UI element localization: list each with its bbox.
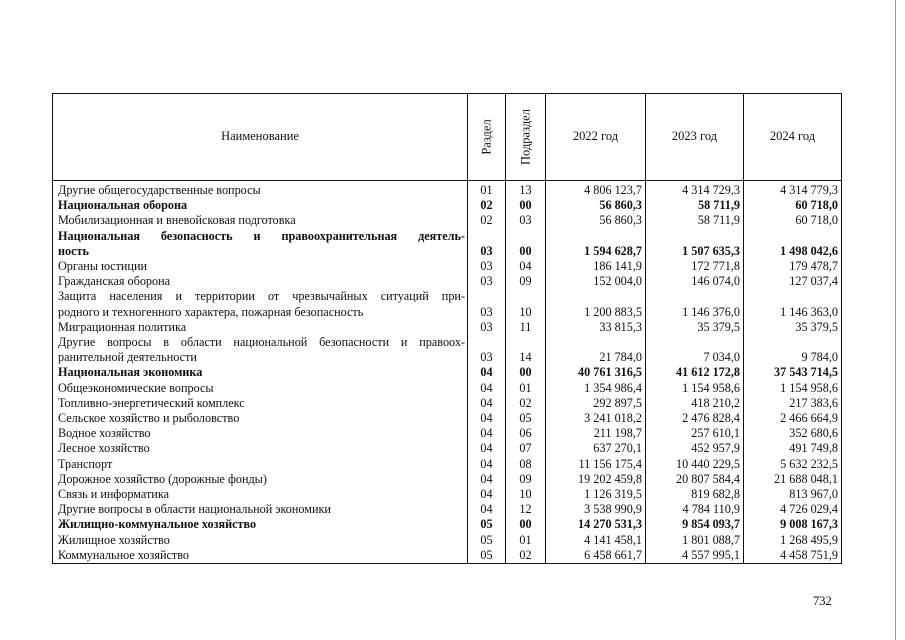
table-row [53, 365, 842, 380]
row-2023: 10 440 229,5 [646, 457, 744, 472]
table-row [53, 502, 842, 517]
row-podrazdel: 12 [506, 502, 546, 517]
row-2024: 37 543 714,5 [744, 365, 842, 380]
row-razdel: 03 [468, 259, 506, 274]
table-row [53, 457, 842, 472]
row-name-cell [53, 396, 468, 411]
row-podrazdel: 10 [506, 487, 546, 502]
row-2024: 1 498 042,6 [744, 229, 842, 259]
row-2022: 637 270,1 [546, 441, 646, 456]
row-name-cell [53, 289, 468, 319]
row-name-line: Гражданская оборона [58, 274, 171, 289]
row-podrazdel: 09 [506, 472, 546, 487]
row-2024: 4 314 779,3 [744, 181, 842, 199]
row-podrazdel: 08 [506, 457, 546, 472]
row-podrazdel: 06 [506, 426, 546, 441]
row-name-cell [53, 487, 468, 502]
header-podrazdel: Подраздел [506, 94, 546, 181]
row-name-cell [53, 472, 468, 487]
table-row [53, 335, 842, 365]
row-2022: 19 202 459,8 [546, 472, 646, 487]
row-2022: 21 784,0 [546, 335, 646, 365]
row-name-cell [53, 198, 468, 213]
row-2024: 60 718,0 [744, 198, 842, 213]
row-name-cell [53, 259, 468, 274]
row-2023: 172 771,8 [646, 259, 744, 274]
row-2024: 5 632 232,5 [744, 457, 842, 472]
row-name-cell [53, 533, 468, 548]
row-razdel: 04 [468, 472, 506, 487]
row-2022: 3 241 018,2 [546, 411, 646, 426]
row-2023: 20 807 584,4 [646, 472, 744, 487]
row-name-line: родного и техногенного характера, пожарная безопасность [58, 304, 364, 319]
row-name-line: Лесное хозяйство [58, 441, 150, 456]
table-row [53, 426, 842, 441]
table-body [53, 181, 842, 564]
row-name-line: Транспорт [58, 456, 113, 471]
row-name-line: Защита населения и территории от чрезвычайных ситуаций при- [58, 289, 465, 304]
row-2022: 152 004,0 [546, 274, 646, 289]
row-2024: 1 146 363,0 [744, 289, 842, 319]
row-2022: 186 141,9 [546, 259, 646, 274]
header-razdel: Раздел [468, 94, 506, 181]
row-podrazdel: 09 [506, 274, 546, 289]
row-2022: 40 761 316,5 [546, 365, 646, 380]
header-name: Наименование [53, 94, 468, 181]
row-name-cell [53, 335, 468, 365]
row-name-line: Мобилизационная и вневойсковая подготовка [58, 213, 296, 228]
row-2023: 58 711,9 [646, 198, 744, 213]
table-row [53, 487, 842, 502]
row-podrazdel: 00 [506, 198, 546, 213]
row-2023: 418 210,2 [646, 396, 744, 411]
table-row [53, 259, 842, 274]
row-name-line: Общеэкономические вопросы [58, 380, 214, 395]
row-razdel: 05 [468, 548, 506, 564]
row-razdel: 04 [468, 411, 506, 426]
header-2024: 2024 год [744, 94, 842, 181]
row-razdel: 04 [468, 365, 506, 380]
row-2023: 1 507 635,3 [646, 229, 744, 259]
row-podrazdel: 00 [506, 517, 546, 532]
row-podrazdel: 10 [506, 289, 546, 319]
row-name-cell [53, 320, 468, 335]
row-razdel: 04 [468, 502, 506, 517]
table-header [53, 94, 842, 181]
row-name-line: Дорожное хозяйство (дорожные фонды) [58, 471, 267, 486]
row-name-cell [53, 181, 468, 199]
row-name-cell [53, 411, 468, 426]
table-row [53, 181, 842, 199]
row-name-line: Водное хозяйство [58, 426, 151, 441]
row-2024: 127 037,4 [744, 274, 842, 289]
row-2024: 1 154 958,6 [744, 381, 842, 396]
table-row [53, 472, 842, 487]
row-razdel: 01 [468, 181, 506, 199]
row-2022: 1 594 628,7 [546, 229, 646, 259]
row-2022: 6 458 661,7 [546, 548, 646, 564]
row-podrazdel: 13 [506, 181, 546, 199]
row-razdel: 02 [468, 198, 506, 213]
row-2023: 257 610,1 [646, 426, 744, 441]
row-razdel: 03 [468, 289, 506, 319]
row-2023: 7 034,0 [646, 335, 744, 365]
row-2024: 4 726 029,4 [744, 502, 842, 517]
row-razdel: 04 [468, 381, 506, 396]
row-2023: 2 476 828,4 [646, 411, 744, 426]
row-razdel: 03 [468, 335, 506, 365]
row-razdel: 04 [468, 396, 506, 411]
row-name-line: Национальная оборона [58, 198, 188, 213]
row-name-cell [53, 229, 468, 259]
row-2024: 1 268 495,9 [744, 533, 842, 548]
row-razdel: 05 [468, 533, 506, 548]
table-row [53, 289, 842, 319]
row-podrazdel: 11 [506, 320, 546, 335]
row-name-line: Другие общегосударственные вопросы [58, 183, 261, 197]
row-2022: 11 156 175,4 [546, 457, 646, 472]
row-podrazdel: 01 [506, 533, 546, 548]
row-razdel: 03 [468, 229, 506, 259]
budget-table-container [52, 93, 841, 564]
row-2022: 56 860,3 [546, 213, 646, 228]
row-2023: 35 379,5 [646, 320, 744, 335]
row-name-line: Жилищное хозяйство [58, 532, 170, 547]
row-2023: 146 074,0 [646, 274, 744, 289]
row-2023: 819 682,8 [646, 487, 744, 502]
row-name-line: Национальная экономика [58, 365, 203, 380]
row-podrazdel: 02 [506, 396, 546, 411]
row-name-line: Национальная безопасность и правоохранительная деятель- [58, 228, 465, 243]
table-row [53, 533, 842, 548]
row-podrazdel: 01 [506, 381, 546, 396]
row-podrazdel: 02 [506, 548, 546, 564]
row-razdel: 03 [468, 274, 506, 289]
row-podrazdel: 14 [506, 335, 546, 365]
table-row [53, 320, 842, 335]
row-podrazdel: 00 [506, 365, 546, 380]
row-2023: 1 146 376,0 [646, 289, 744, 319]
table-row [53, 548, 842, 564]
budget-table [52, 93, 842, 564]
row-razdel: 04 [468, 441, 506, 456]
row-2022: 4 141 458,1 [546, 533, 646, 548]
row-2023: 1 154 958,6 [646, 381, 744, 396]
row-2023: 1 801 088,7 [646, 533, 744, 548]
header-2023: 2023 год [646, 94, 744, 181]
header-2022: 2022 год [546, 94, 646, 181]
row-2024: 217 383,6 [744, 396, 842, 411]
table-row [53, 213, 842, 228]
row-2022: 1 354 986,4 [546, 381, 646, 396]
row-podrazdel: 05 [506, 411, 546, 426]
row-razdel: 04 [468, 487, 506, 502]
row-name-line: Миграционная политика [58, 319, 187, 334]
row-name-line: ность [58, 243, 89, 258]
row-name-cell [53, 548, 468, 564]
row-2023: 452 957,9 [646, 441, 744, 456]
row-2024: 9 008 167,3 [744, 517, 842, 532]
row-name-cell [53, 381, 468, 396]
row-2024: 9 784,0 [744, 335, 842, 365]
table-row [53, 396, 842, 411]
row-name-line: Другие вопросы в области национальной безопасности и правоох- [58, 335, 465, 350]
row-2024: 4 458 751,9 [744, 548, 842, 564]
row-name-line: Связь и информатика [58, 487, 169, 502]
row-name-cell [53, 213, 468, 228]
row-podrazdel: 00 [506, 229, 546, 259]
row-podrazdel: 03 [506, 213, 546, 228]
table-row [53, 517, 842, 532]
row-2024: 352 680,6 [744, 426, 842, 441]
row-2023: 41 612 172,8 [646, 365, 744, 380]
row-name-cell [53, 457, 468, 472]
row-2022: 56 860,3 [546, 198, 646, 213]
row-2023: 4 314 729,3 [646, 181, 744, 199]
row-2023: 4 557 995,1 [646, 548, 744, 564]
scan-edge-line [895, 0, 896, 640]
row-2024: 813 967,0 [744, 487, 842, 502]
row-2023: 58 711,9 [646, 213, 744, 228]
table-row [53, 229, 842, 259]
table-row [53, 198, 842, 213]
row-2022: 4 806 123,7 [546, 181, 646, 199]
row-name-line: Другие вопросы в области национальной экономики [58, 502, 331, 517]
row-podrazdel: 04 [506, 259, 546, 274]
table-row [53, 274, 842, 289]
row-name-cell [53, 274, 468, 289]
row-name-line: Коммунальное хозяйство [58, 547, 189, 562]
row-2023: 4 784 110,9 [646, 502, 744, 517]
row-2023: 9 854 093,7 [646, 517, 744, 532]
row-2024: 35 379,5 [744, 320, 842, 335]
row-name-line: ранительной деятельности [58, 350, 197, 365]
row-2024: 2 466 664,9 [744, 411, 842, 426]
row-2022: 3 538 990,9 [546, 502, 646, 517]
row-name-line: Сельское хозяйство и рыболовство [58, 411, 240, 426]
row-2022: 33 815,3 [546, 320, 646, 335]
row-name-line: Топливно-энергетический комплекс [58, 395, 245, 410]
row-razdel: 03 [468, 320, 506, 335]
table-row [53, 411, 842, 426]
row-2022: 1 200 883,5 [546, 289, 646, 319]
row-podrazdel: 07 [506, 441, 546, 456]
row-name-line: Органы юстиции [58, 259, 147, 274]
page-number: 732 [813, 594, 832, 608]
row-2022: 292 897,5 [546, 396, 646, 411]
row-name-cell [53, 426, 468, 441]
row-name-cell [53, 441, 468, 456]
row-2022: 211 198,7 [546, 426, 646, 441]
row-name-cell [53, 517, 468, 532]
row-razdel: 04 [468, 426, 506, 441]
row-2024: 179 478,7 [744, 259, 842, 274]
row-razdel: 02 [468, 213, 506, 228]
row-2024: 491 749,8 [744, 441, 842, 456]
row-name-line: Жилищно-коммунальное хозяйство [58, 517, 257, 532]
row-2022: 14 270 531,3 [546, 517, 646, 532]
table-row [53, 441, 842, 456]
row-razdel: 05 [468, 517, 506, 532]
table-row [53, 381, 842, 396]
row-name-cell [53, 502, 468, 517]
row-razdel: 04 [468, 457, 506, 472]
row-name-cell [53, 365, 468, 380]
row-2022: 1 126 319,5 [546, 487, 646, 502]
row-2024: 21 688 048,1 [744, 472, 842, 487]
row-2024: 60 718,0 [744, 213, 842, 228]
